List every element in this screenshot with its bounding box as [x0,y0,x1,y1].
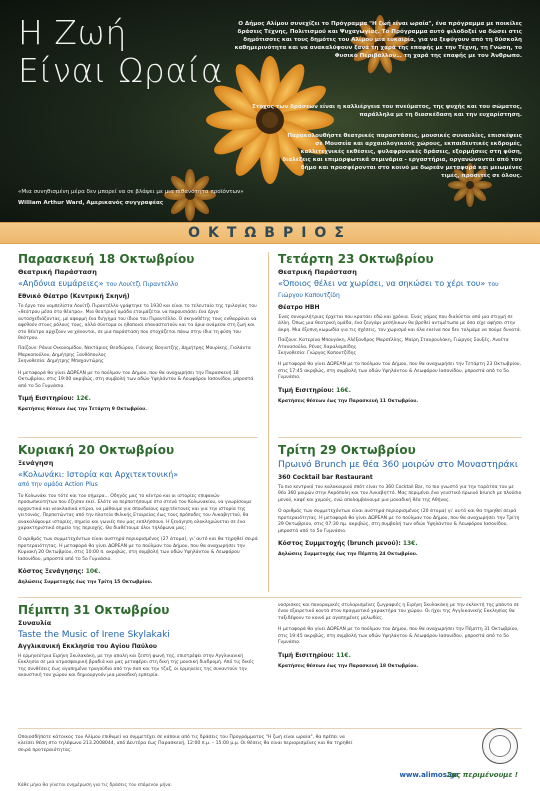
event-price [278,387,522,394]
event-description: νοσρισκες και πανοραμικές στυλαρισμένες ζωγραφιές η Ειρήνη Σκυλακάκη με την εκλεκτή της μπάντα σε έναν εξαιρετικό κοντά στον πραγματικό χαρακτήρα του χώρου. Οι ήχοι της Αγγλικανικής Εκκλησίας θα ταξιδέψουν το κοινό με αγαπημένες μελωδίες. [278,603,519,621]
event-category: Ξενάγηση [18,459,54,467]
event-reservation: Κρατήσεις θέσεων έως την Παρασκευή 11 Οκτωβρίου. [278,398,419,404]
event-venue: Θέατρο ΗΒΗ [278,304,320,311]
event-date: Πέμπτη 31 Οκτωβρίου [18,603,170,617]
event-cast-list: Παίζουν: Κατερίνα Μπουγάκη, Αλέξανδρος Μαρσέλλης, Μαίρη Σταυρουλάκη, Γιώργος Σουξές, Αννέτα Ατανασούλα, Ρένος Χαραλαμπίδης [278,338,509,350]
event-description: Το πιο κεντρικό του καλοκαιριού σπότ είναι το 360 Cocktail Bar, το πιο γνωστό για την ταράτσα του με θέα 360 μοιρών στην Ακρόπολη και τον Λυκαβηττό. Μας περιμένει ένα γευστικό πρωινό brunch με πλούσιο μενού, καφέ και χυμούς, ενώ απολαμβάνουμε μια μοναδική θέα της Αθήνας. [278,485,522,503]
event-cast [278,338,522,357]
intro-paragraph: Ο Δήμος Αλίμου συνεχίζει το Πρόγραμμα "Η ζωή είναι ωραία", ένα πρόγραμμα με ποικίλες δράσεις Τέχνης, Πολιτισμού και Ψυχαγωγίας. Το Πρόγραμμα αυτό φιλοδοξεί να δώσει στις δημότισσες και τους δημότες του Αλίμου μια ευκαιρία, για να ξεφύγουν από τη δύσκολη καθημερινότητα και να ανακαλύψουν ξανά τη χαρά της επαφής με την Τέχνη, τη Γνώση, το Φυσικό Περιβάλλον… τη χαρά της επαφής με τον Άνθρωπο. [234,21,522,60]
month-bar [0,222,540,244]
event-price [18,568,258,575]
row-separator [18,728,522,729]
event-category: Συναυλία [18,619,52,627]
event-reservation: Δηλώσεις Συμμετοχής έως την Τρίτη 15 Οκτωβρίου. [18,580,153,586]
quote-author: William Arthur Ward, Αμερικανός συγγραφέας [18,200,164,206]
event-title: Πρωινό Brunch με θέα 360 μοιρών στο Μοναστηράκι [278,460,518,470]
event-transport-info: Η μεταφορά θα γίνει ΔΩΡΕΑΝ με το πούλμαν του Δήμου, που θα αναχωρήσει την Πέμπτη 31 Οκτωβρίου, στις 19:45 ακριβώς, στη συμβολή των οδών Υψηλάντου & Λεωφόρου Ιασονίδου, μπροστά από το 5ο Γυμνάσιο. [278,627,519,646]
event-description: Ένας συνομιλήτριας έρχεται που κρατάει εδώ και χρόνια. Ένας γάμος που διαλύεται από μια στιγμή σε άλλη. Όπως μια θεατρική ομάδα, ένα ζευγάρι μεσήλικων θα βρεθεί αντιμέτωπο με όσα είχε αφήσει στην άκρη. Μια έξυπνη κωμωδία για τις σχέσεις, τον χωρισμό και όλα εκείνα που δεν τολμάμε να πούμε δυνατά. [278,315,522,333]
event-card-5 [18,603,258,680]
price-value: 16€. [336,386,351,394]
slogan-paragraph: Στόχος των δράσεων είναι η καλλιέργεια του πνεύματος, της ψυχής και του σώματος, παράλληλα με τη διασκέδαση και την ευχαρίστηση. [251,104,522,119]
event-description: Το Κολωνάκι του τότε και του σήμερα... Οδηγός μας το κέντρο και οι ιστορίες επιφανών προσωπικοτήτων που έζησαν εκεί. Ελάτε να περπατήσουμε στα στενά του Κολωνακίου, να γνωρίσουμε αρχοντικά και νεοκλασικά κτίρια, να μάθουμε για σπουδαίους αρχιτέκτονες και για την ιστορία της γειτονιάς. Περπατώντας από την πλατεία Φιλικής Εταιρείας έως τους πρόποδες του Λυκαβηττού, θα ανακαλύψουμε ιστορίες, σημεία και γωνιές που μας εκπλήσσουν. Η ξενάγηση ολοκληρώνεται σε ένα χαρακτηριστικό σημείο της περιοχής. Θα διαθέτουμε όλοι τηλέφωνα μας; [18,494,252,532]
event-transport-info: Η μεταφορά θα γίνει ΔΩΡΕΑΝ με το πούλμαν του Δήμου, που θα αναχωρήσει την Παρασκευή 18 Οκτωβρίου, στις 19:00 ακριβώς, στη συμβολή των οδών Υψηλάντου & Λεωφόρου Ιασονίδου, μπροστά από το 5ο Γυμνάσιο. [18,370,254,389]
event-date: Παρασκευή 18 Οκτωβρίου [18,252,195,266]
seal-inner-ring [489,735,511,757]
footer-note: Οποιοσδήποτε κάτοικος του Αλίμου επιθυμεί να συμμετέχει σε κάποια από τις δράσεις του Προγράμματος "Η ζωή είναι ωραία", θα πρέπει να κλείσει θέση στο τηλέφωνο 213.2008044, από Δευτέρα έως Παρασκευή, 12:00 π.μ. – 15:00 μ.μ. Οι θέσεις θα είναι περιορισμένες και θα τηρηθεί σειρά προτεραιότητας. [18,735,353,753]
event-price [18,395,258,402]
event-card-2 [278,252,522,404]
event-date: Τρίτη 29 Οκτωβρίου [278,443,416,457]
event-category: Θεατρική Παράσταση [278,268,357,276]
event-transport-info: Ο αριθμός των συμμετεχόντων είναι αυστηρά περιορισμένος (27 άτομα), γι' αυτό και θα τηρηθεί σειρά προτεραιότητας. Η μεταφορά θα γίνει ΔΩΡΕΑΝ με το πούλμαν του Δήμου, που θα αναχωρήσει την Κυριακή 20 Οκτωβρίου, στις 10:00 π. ακριβώς, στη συμβολή των οδών Υψηλάντου & Λεωφόρου Ιασονίδου, μπροστά από το 5ο Γυμνάσιο. [18,537,258,562]
event-author: από την ομάδα Action Plus [18,481,98,488]
details-paragraph: Παρακολουθήστε θεατρικές παραστάσεις, μουσικές συναυλίες, επισκέψεις σε Μουσεία και αρχαιολογικούς χώρους, εκπαιδευτικές εκδρομές, καλλιτεχνικές εκθέσεις, φυλαφρονικές δράσεις, εξορμήσεις στη φύση, διαλέξεις και επιμορφωτικά σεμινάρια - εργαστήρια, οργανώνονται από τον δήμο και προσφέρονται στο κοινό με δωρεάν μεταφορά και μειωμένες τιμές, προσιτές σε όλους. [282,133,522,180]
event-title [278,279,522,301]
row-separator [18,597,522,598]
event-venue: Εθνικό Θέατρο (Κεντρική Σκηνή) [18,293,130,300]
event-author: του Λουίτζι Πιραντέλλο [106,281,179,288]
event-reservation: Δηλώσεις Συμμετοχής έως την Πέμπτη 24 Οκτωβρίου. [278,552,418,558]
footer-note-2: Κάθε μήνα θα γίνεται ενημέρωση για τις δράσεις του επόμενου μήνα. [18,783,173,788]
event-price [278,652,522,659]
event-transport-info: Η μεταφορά θα γίνει ΔΩΡΕΑΝ με το πούλμαν του Δήμου, που θα αναχωρήσει την Τετάρτη 23 Οκτωβρίου, στις 17:45 ακριβώς, στη συμβολή των οδών Υψηλάντου & Λεωφόρου Ιασονίδου, μπροστά από το 5ο Γυμνάσιο. [278,362,522,381]
price-label: Τιμή Εισιτηρίου: [278,651,334,659]
website-link[interactable]: www.alimos.gr [399,771,458,779]
price-label: Τιμή Εισιτηρίου: [278,386,334,394]
quote [18,188,338,207]
header-banner [0,0,540,222]
quote-text: «Μια συνηθισμένη μέρα δεν μπορεί να σε βλάψει με μια πιθανότητα προϊόντων» [18,189,244,195]
event-title-text: «Όποιος θέλει να χωρίσει, να σηκώσει το χέρι του» [278,279,486,288]
event-author: του Γιώργου Καπουτζίδη [278,281,499,299]
event-title: Taste the Music of Irene Skylakaki [18,630,170,640]
month-label: ΟΚΤΩΒΡΙΟΣ [188,225,352,241]
event-director: Σκηνοθεσία: Δημήτρης Μπαχαντώρης [18,359,104,365]
event-date: Κυριακή 20 Οκτωβρίου [18,443,175,457]
event-cast [18,346,258,365]
price-value: 13€. [402,540,418,548]
event-title-text: «Κολωνάκι: Ιστορία και Αρχιτεκτονική» [18,470,179,479]
title-line-2: Είναι Ωραία [18,51,224,90]
event-date: Τετάρτη 23 Οκτωβρίου [278,252,434,266]
event-title [18,470,258,490]
event-transport-info: Ο αριθμός των συμμετεχόντων είναι αυστηρά περιορισμένος (20 άτομα) γι' αυτό και θα τηρηθεί σειρά προτεραιότητας. Η μεταφορά θα γίνει ΔΩΡΕΑΝ με το πούλμαν του Δήμου, που θα αναχωρήσει την Τρίτη 29 Οκτωβρίου, στις 07:30 πμ. ακριβώς, στη συμβολή των οδών Υψηλάντου & Λεωφόρου Ιασονίδου, μπροστά από το 5ο Γυμνάσιο. [278,509,520,534]
event-description: Το έργο του νομπελίστα Λουίτζι Πιραντέλλο γράφτηκε το 1930 και είναι το τελευταίο της τριλογίας του «θεάτρου μέσα στο θέατρο». Μια θεατρική ομάδα ετοιμάζεται να παρουσιάσει ένα έργο αυτοσχεδιάζοντας, με αφορμή ένα διήγημα του ίδιου του Πιραντέλλο. Ο σκηνοθέτης τους ενθαρρύνει να αφεθούν στους ρόλους τους, αλλά σύντομα οι ηθοποιοί επαναστατούν και τα όρια ανάμεσα στη ζωή και στο θέατρο αρχίζουν να χάνονται, σε μια παράσταση που στοχάζεται πάνω στην ίδια τη φύση του θεάτρου. [18,304,257,342]
price-value: 12€. [76,395,91,403]
price-label: Κόστος Συμμετοχής (brunch μενού): [278,540,401,548]
row-separator [18,437,258,438]
price-value: 11€. [336,651,351,659]
event-title-text: «Αηδόνια ευμάρειες» [18,279,104,288]
event-director: Σκηνοθεσία: Γιώργος Καπουτζίδης [278,351,357,357]
closing-message: Σας περιμένουμε ! [446,771,518,779]
price-label: Κόστος Ξενάγησης: [18,568,84,576]
price-value: 10€. [85,568,101,576]
event-card-5-continued [278,603,522,669]
title-line-1: Η Ζωή [18,13,127,52]
page-title [18,14,223,90]
event-reservation: Κρατήσεις θέσεων έως την Τετάρτη 9 Οκτωβρίου. [18,407,147,413]
event-title [18,279,258,290]
event-card-1 [18,252,258,412]
event-description: Η ερμηνεύτρια Ειρήνη Σκυλακάκη, με την απαλή και ζεστή φωνή της, επιστρέφει στην Αγγλικανική Εκκλησία σε μια ατμοσφαιρική βραδιά και μας μεταφέρει στη δική της μουσική διαδρομή. Από τις δικές της συνθέσεις έως αγαπημένα τραγούδια από την ποπ και την τζαζ, οι ερμηνείες της συναντούν την ακουστική του χώρου και δημιουργούν μια μοναδική εμπειρία. [18,654,254,679]
price-label: Τιμή Εισιτηρίου: [18,395,74,403]
row-separator [278,437,522,438]
municipality-seal-icon [482,728,518,764]
event-category: Θεατρική Παράσταση [18,268,97,276]
event-venue: Αγγλικανική Εκκλησία του Αγίου Παύλου [18,643,157,650]
event-venue: 360 Cocktail bar Restaurant [278,474,373,481]
event-cast-list: Παίζουν: Ράνια Οικονομίδου, Νεκτάριος Θεοδώρου, Γιάννης Βογιατζής, Δημήτρης Μουρίκης, Γιολάντα Μαρκοπούλου, Δημήτρης Ξανθόπουλος [18,346,251,358]
event-price [278,540,522,547]
column-divider [268,252,269,592]
event-card-3 [18,443,258,585]
event-card-4 [278,443,522,557]
event-reservation: Κρατήσεις θέσεων έως την Παρασκευή 18 Οκτωβρίου. [278,663,419,669]
